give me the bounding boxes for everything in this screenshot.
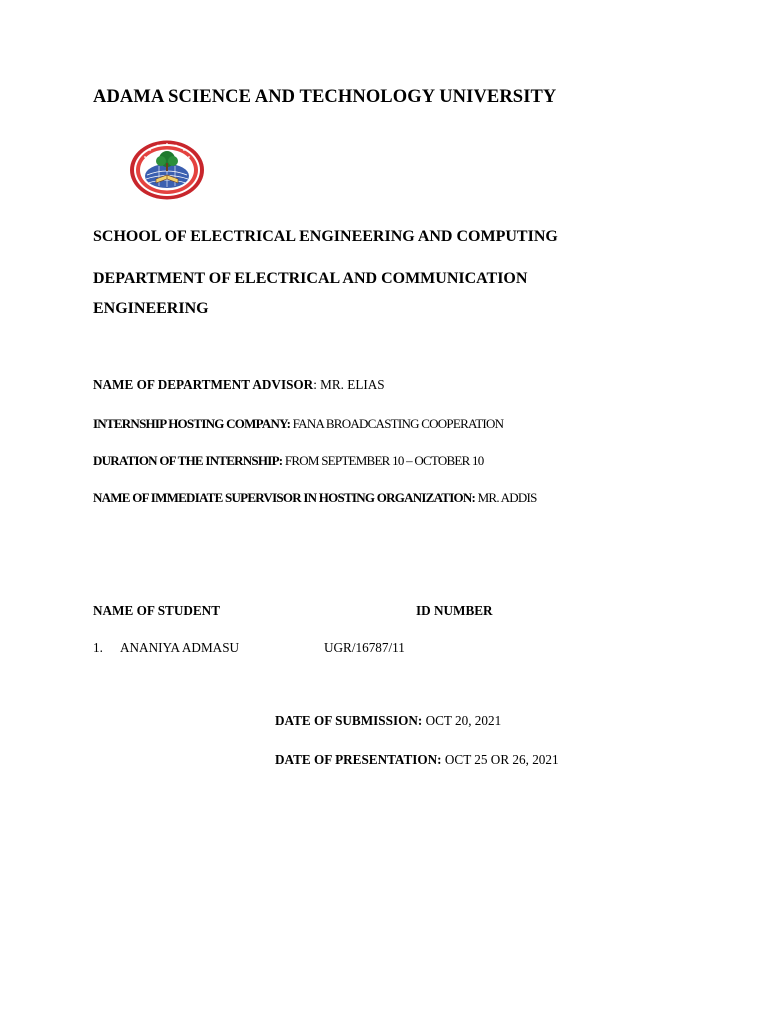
hosting-company-label: INTERNSHIP HOSTING COMPANY: (93, 416, 291, 431)
duration-label: DURATION OF THE INTERNSHIP: (93, 453, 283, 468)
department-heading-line2: ENGINEERING (93, 300, 209, 317)
advisor-line (93, 377, 385, 393)
supervisor-label: NAME OF IMMEDIATE SUPERVISOR IN HOSTING ORGANIZATION: (93, 490, 476, 505)
university-title: ADAMA SCIENCE AND TECHNOLOGY UNIVERSITY (93, 87, 557, 107)
supervisor-value: MR. ADDIS (475, 490, 537, 505)
duration-line (93, 453, 484, 469)
university-seal-icon (128, 139, 206, 201)
school-heading: SCHOOL OF ELECTRICAL ENGINEERING AND COMPUTING (93, 228, 558, 245)
presentation-date-line (275, 752, 559, 768)
advisor-value: : MR. ELIAS (313, 377, 385, 392)
student-row-number: 1. (93, 640, 103, 655)
student-row-id: UGR/16787/11 (324, 640, 405, 655)
advisor-label: NAME OF DEPARTMENT ADVISOR (93, 377, 314, 392)
duration-value: FROM SEPTEMBER 10 – OCTOBER 10 (282, 453, 484, 468)
id-number-column-header: ID NUMBER (416, 603, 493, 618)
student-row-name: ANANIYA ADMASU (120, 640, 240, 655)
department-heading-line1: DEPARTMENT OF ELECTRICAL AND COMMUNICATION (93, 270, 528, 287)
presentation-date-label: DATE OF PRESENTATION: (275, 752, 442, 767)
submission-date-label: DATE OF SUBMISSION: (275, 713, 423, 728)
supervisor-line (93, 490, 537, 506)
submission-date-line (275, 713, 501, 729)
presentation-date-value: OCT 25 OR 26, 2021 (441, 752, 559, 767)
submission-date-value: OCT 20, 2021 (422, 713, 502, 728)
hosting-company-value: FANA BROADCASTING COOPERATION (290, 416, 504, 431)
hosting-company-line (93, 416, 503, 432)
student-name-column-header: NAME OF STUDENT (93, 603, 221, 618)
